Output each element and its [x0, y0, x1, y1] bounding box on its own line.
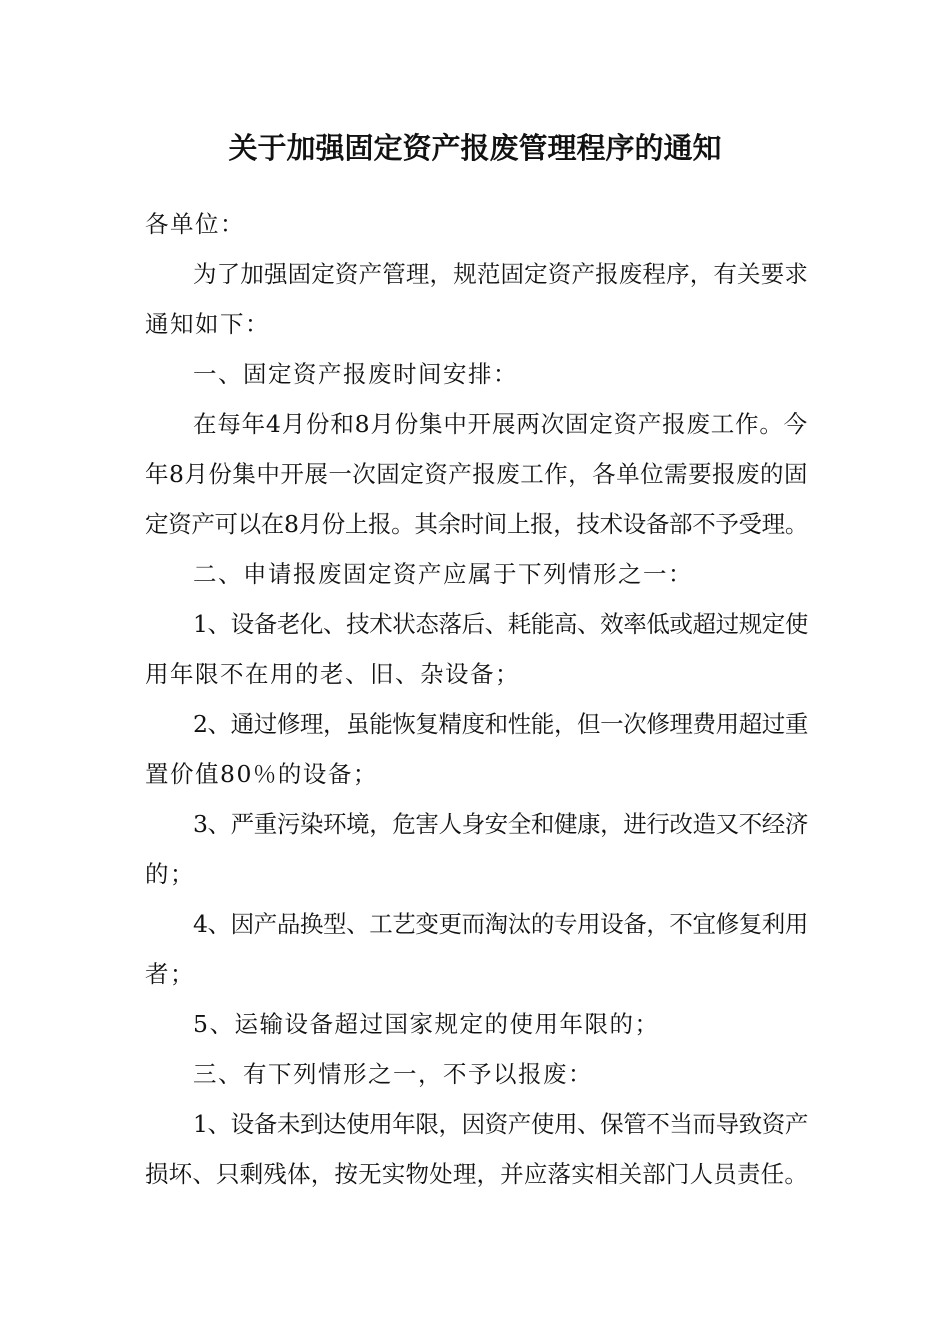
body-line: 二、申请报废固定资产应属于下列情形之一： — [193, 560, 693, 588]
document-body — [145, 199, 808, 1199]
body-line: 者； — [145, 960, 195, 988]
body-line: 为了加强固定资产管理，规范固定资产报废程序，有关要求 — [193, 260, 808, 288]
body-line: 的； — [145, 860, 195, 888]
body-line: 1、设备未到达使用年限，因资产使用、保管不当而导致资产 — [193, 1110, 808, 1138]
body-line: 3、严重污染环境，危害人身安全和健康，进行改造又不经济 — [193, 810, 808, 838]
body-line: 年8月份集中开展一次固定资产报废工作，各单位需要报废的固 — [145, 460, 808, 488]
body-line: 2、通过修理，虽能恢复精度和性能，但一次修理费用超过重 — [193, 710, 808, 738]
body-line: 损坏、只剩残体，按无实物处理，并应落实相关部门人员责任。 — [145, 1160, 808, 1188]
body-line: 三、有下列情形之一，不予以报废： — [193, 1060, 593, 1088]
body-line: 5、运输设备超过国家规定的使用年限的； — [193, 1010, 660, 1038]
body-line: 4、因产品换型、工艺变更而淘汰的专用设备，不宜修复利用 — [193, 910, 808, 938]
body-line: 置价值80％的设备； — [145, 760, 378, 788]
body-line: 定资产可以在8月份上报。其余时间上报，技术设备部不予受理。 — [145, 510, 808, 538]
body-line: 通知如下： — [145, 310, 270, 338]
body-line: 各单位： — [145, 210, 245, 238]
body-line: 一、固定资产报废时间安排： — [193, 360, 518, 388]
body-line: 1、设备老化、技术状态落后、耗能高、效率低或超过规定使 — [193, 610, 808, 638]
body-line: 在每年4月份和8月份集中开展两次固定资产报废工作。今 — [193, 410, 808, 438]
document-title: 关于加强固定资产报废管理程序的通知 — [228, 131, 722, 165]
body-line: 用年限不在用的老、旧、杂设备； — [145, 660, 520, 688]
